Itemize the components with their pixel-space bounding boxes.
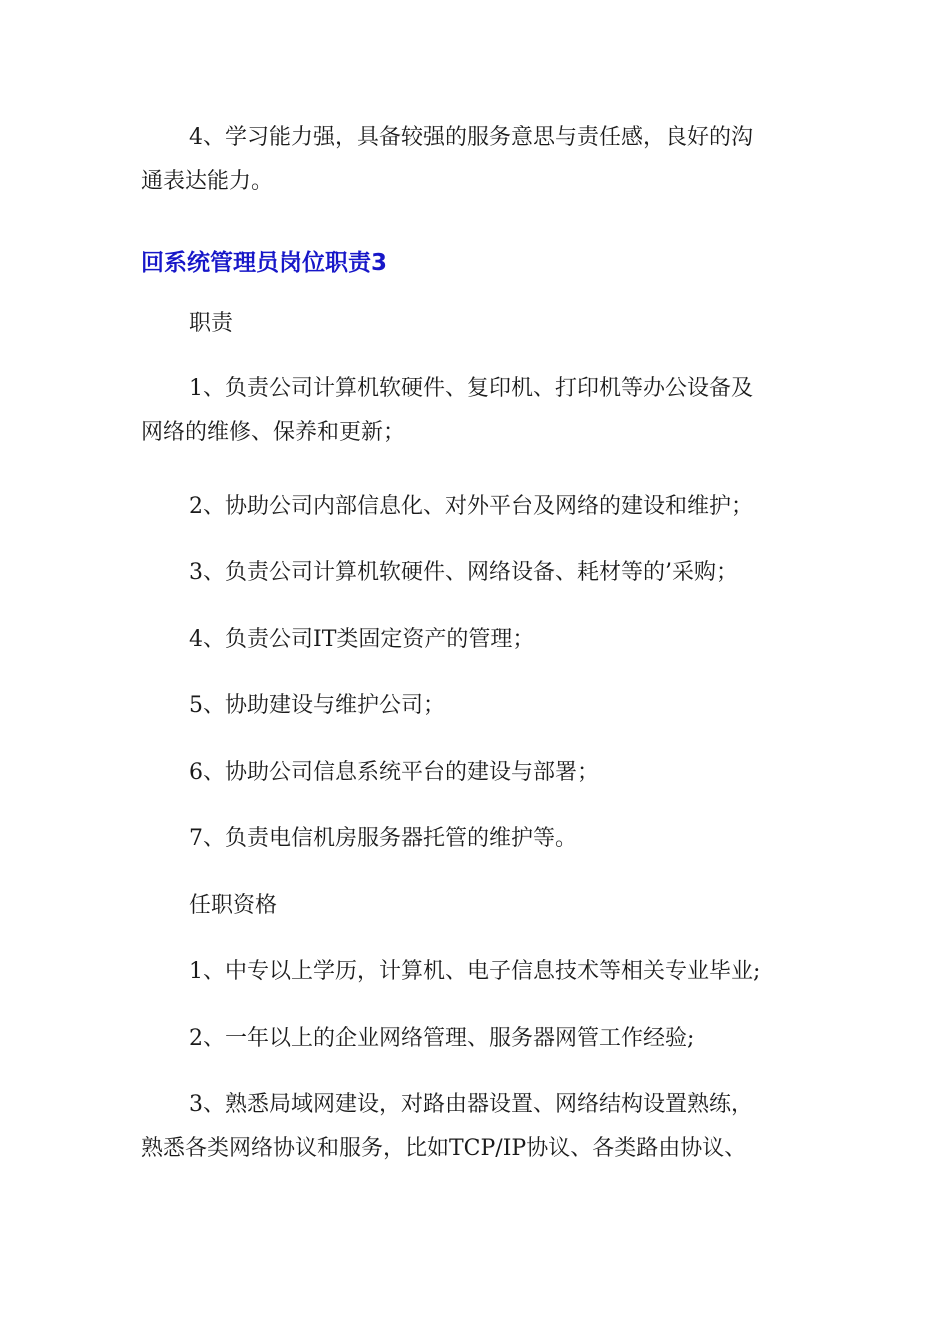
duty-item-5: 5、协助建设与维护公司；	[189, 693, 445, 718]
duty-item-7: 7、负责电信机房服务器托管的维护等。	[189, 826, 577, 851]
qualification-item-2: 2、一年以上的企业网络管理、服务器网管工作经验;	[189, 1026, 695, 1051]
qualification-item-3	[141, 1089, 811, 1165]
paragraph-line: 通表达能力。	[141, 169, 274, 194]
duty-item-6: 6、协助公司信息系统平台的建设与部署；	[189, 760, 599, 785]
duties-label: 职责	[189, 311, 234, 336]
paragraph-line: 网络的维修、保养和更新；	[141, 420, 406, 445]
duty-item-3: 3、负责公司计算机软硬件、网络设备、耗材等的’采购；	[189, 560, 738, 585]
paragraph-line: 4、学习能力强，具备较强的服务意思与责任感，良好的沟	[189, 125, 753, 150]
paragraph-learning-ability	[141, 122, 811, 198]
duty-item-4: 4、负责公司IT类固定资产的管理；	[189, 627, 535, 652]
paragraph-line: 熟悉各类网络协议和服务，比如TCP/IP协议、各类路由协议、	[141, 1136, 747, 1161]
paragraph-line: 1、负责公司计算机软硬件、复印机、打印机等办公设备及	[189, 376, 753, 401]
duty-item-1	[141, 373, 811, 449]
qualification-item-1: 1、中专以上学历，计算机、电子信息技术等相关专业毕业;	[189, 959, 761, 984]
section-heading: 回系统管理员岗位职责3	[141, 250, 388, 276]
paragraph-line: 3、熟悉局域网建设，对路由器设置、网络结构设置熟练，	[189, 1092, 753, 1117]
duty-item-2: 2、协助公司内部信息化、对外平台及网络的建设和维护；	[189, 494, 753, 519]
qualifications-label: 任职资格	[189, 893, 278, 918]
